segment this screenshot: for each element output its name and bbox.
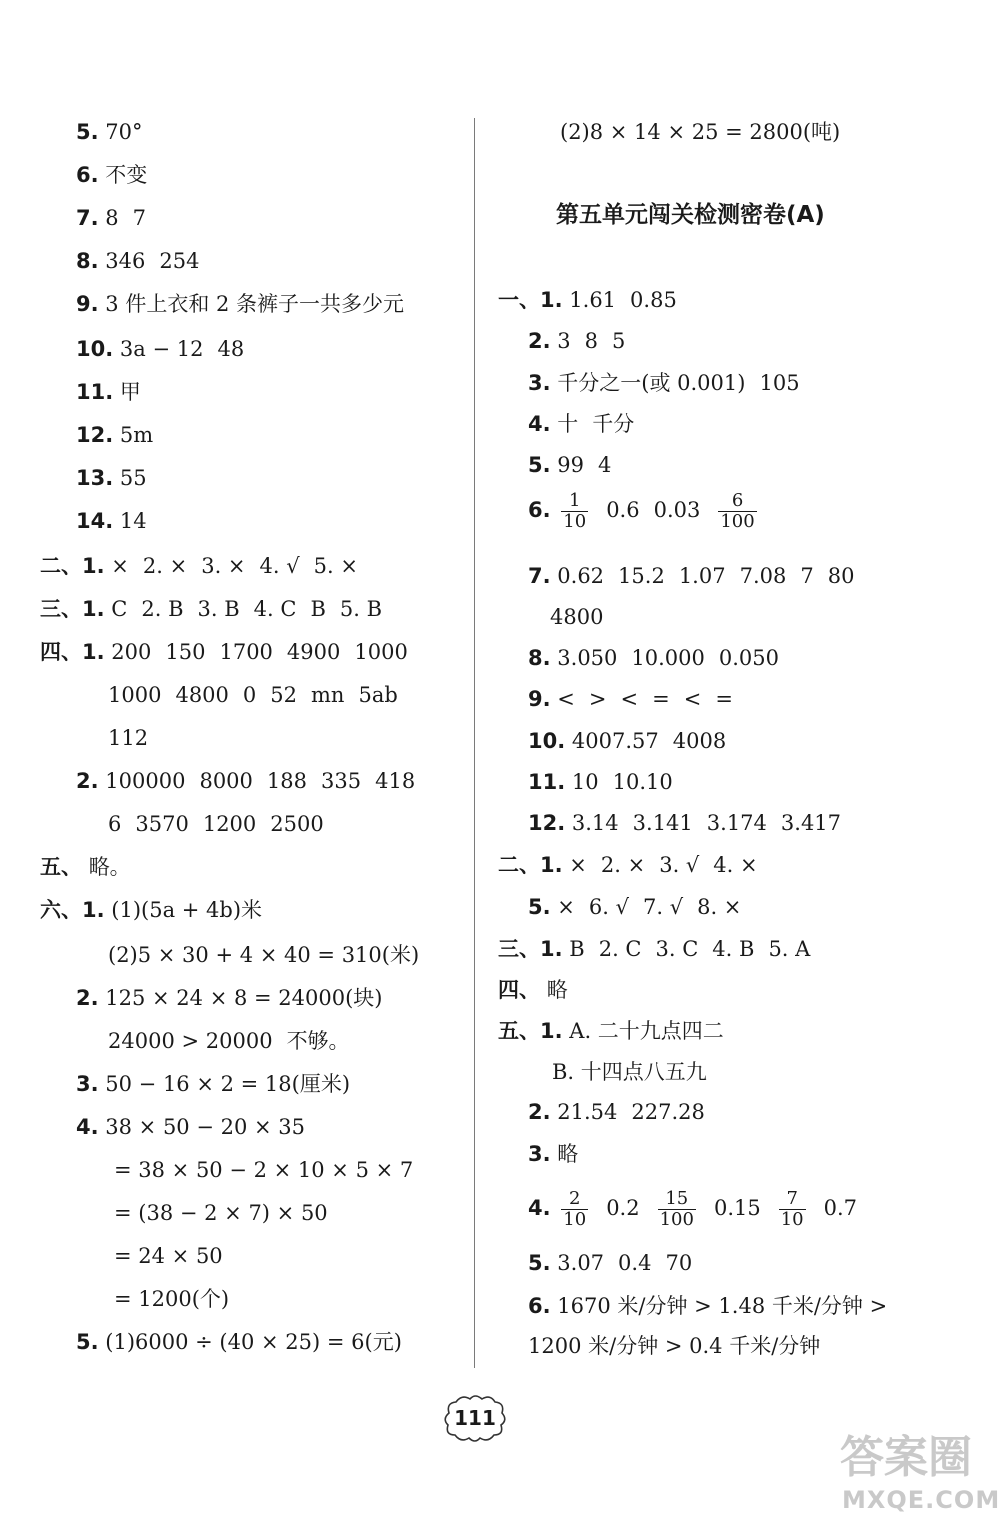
- item-number: 3.: [76, 1072, 99, 1096]
- answer-line: [528, 1332, 820, 1360]
- item-number: 2.: [76, 986, 99, 1010]
- answer-line: [108, 941, 419, 969]
- answer-value: 0.03: [653, 498, 701, 522]
- answer-value: 略: [546, 978, 568, 1002]
- answer-line: [108, 681, 398, 709]
- answer-value: 4. √: [259, 554, 300, 578]
- answer-value: 0.15: [713, 1196, 761, 1220]
- answer-line: [40, 595, 382, 623]
- answer-value: 5. ×: [313, 554, 358, 578]
- fraction-numerator: 2: [561, 1189, 588, 1210]
- answer-line: [108, 1027, 350, 1055]
- answer-line: [76, 767, 415, 795]
- answer-value: 8: [105, 206, 119, 230]
- answer-value: 3.417: [780, 811, 842, 835]
- answer-value: <: [620, 687, 639, 711]
- item-number: 四、1.: [40, 640, 105, 664]
- answer-line: [550, 603, 603, 631]
- answer-value: (1)6000 ÷ (40 × 25) = 6(元): [105, 1330, 402, 1354]
- fraction-denominator: 10: [563, 511, 587, 532]
- answer-value: <: [683, 687, 702, 711]
- item-number: 二、1.: [40, 554, 105, 578]
- answer-value: 3. √: [659, 853, 700, 877]
- answer-value: mn: [311, 683, 345, 707]
- answer-line: [498, 976, 568, 1004]
- item-number: 三、1.: [498, 937, 563, 961]
- answer-value: 3 件上衣和 2 条裤子一共多少元: [105, 292, 405, 316]
- answer-value: ×: [111, 554, 129, 578]
- answer-value: 4: [598, 453, 612, 477]
- answer-line: [76, 378, 141, 406]
- section-title: 第五单元闯关检测密卷(A): [556, 202, 825, 228]
- answer-value: 3.141: [632, 811, 693, 835]
- answer-value: 4. C: [253, 597, 297, 621]
- item-number: 一、1.: [498, 288, 563, 312]
- item-number: 12.: [76, 423, 114, 447]
- answer-value: 千分之一(或 0.001): [557, 371, 746, 395]
- answer-value: >: [588, 687, 607, 711]
- answer-line: [76, 247, 199, 275]
- answer-value: 50 − 16 × 2 = 18(厘米): [105, 1072, 351, 1096]
- answer-value: ×: [569, 853, 587, 877]
- answer-line: [76, 421, 153, 449]
- watermark-sub: MXQE.COM: [842, 1486, 1000, 1514]
- answer-value: 48: [217, 337, 245, 361]
- answer-value: 3: [557, 329, 571, 353]
- answer-value: 125 × 24 × 8 = 24000(块): [105, 986, 383, 1010]
- answer-line: [76, 984, 382, 1012]
- answer-value: 5. A: [768, 937, 811, 961]
- answer-value: 3. C: [655, 937, 699, 961]
- answer-value: 0.7: [823, 1196, 858, 1220]
- answer-line: [114, 1156, 413, 1184]
- answer-value: 70°: [105, 120, 143, 144]
- answer-value: = 24 × 50: [114, 1244, 223, 1268]
- answer-line: [498, 286, 677, 314]
- item-number: 4.: [528, 1196, 551, 1220]
- fraction: [658, 1189, 696, 1230]
- item-number: 10.: [76, 337, 114, 361]
- answer-value: 0.050: [718, 646, 780, 670]
- item-number: 5.: [528, 1251, 551, 1275]
- answer-value: 1.07: [678, 564, 726, 588]
- answer-value: 4008: [672, 729, 727, 753]
- item-number: 3.: [528, 371, 551, 395]
- item-number: 14.: [76, 509, 114, 533]
- answer-line: [528, 893, 741, 921]
- answer-value: 1670 米/分钟 > 1.48 千米/分钟 >: [557, 1294, 888, 1318]
- item-number: 2.: [76, 769, 99, 793]
- answer-value: B: [310, 597, 326, 621]
- answer-value: =: [652, 687, 670, 711]
- answer-line: [552, 1058, 707, 1086]
- answer-value: 15.2: [618, 564, 665, 588]
- answer-value: C: [111, 597, 128, 621]
- answer-value: 200: [111, 640, 152, 664]
- answer-line: [528, 644, 779, 672]
- answer-line: [528, 562, 854, 590]
- answer-line: [498, 851, 758, 879]
- answer-value: 十: [557, 412, 579, 436]
- answer-value: 2. ×: [600, 853, 646, 877]
- answer-value: 不够。: [286, 1029, 350, 1053]
- answer-value: 3.07: [557, 1251, 605, 1275]
- answer-line: [114, 1199, 328, 1227]
- answer-line: [528, 1186, 871, 1230]
- answer-value: 4. ×: [713, 853, 758, 877]
- answer-line: [76, 507, 147, 535]
- answer-value: <: [557, 687, 575, 711]
- answer-value: 7: [132, 206, 147, 230]
- fraction-numerator: 6: [718, 491, 756, 512]
- answer-value: 80: [827, 564, 855, 588]
- item-number: 7.: [528, 564, 551, 588]
- answer-value: 7: [800, 564, 814, 588]
- fraction-denominator: 10: [563, 1209, 587, 1230]
- answer-value: 4800: [175, 683, 229, 707]
- answer-value: 2. C: [598, 937, 642, 961]
- answer-value: 346: [105, 249, 146, 273]
- answer-value: = (38 − 2 × 7) × 50: [114, 1201, 328, 1225]
- answer-value: 2. ×: [142, 554, 188, 578]
- answer-value: 418: [375, 769, 416, 793]
- answer-value: 0.2: [606, 1196, 640, 1220]
- answer-value: (1)(5a + 4b)米: [111, 898, 263, 922]
- item-number: 四、: [498, 978, 540, 1002]
- answer-value: 5ab: [358, 683, 398, 707]
- item-number: 8.: [528, 646, 551, 670]
- answer-value: 5: [612, 329, 626, 353]
- item-number: 5.: [76, 1330, 99, 1354]
- answer-line: [528, 488, 761, 532]
- item-number: 6.: [528, 498, 551, 522]
- item-number: 8.: [76, 249, 99, 273]
- answer-value: 略: [557, 1142, 579, 1166]
- answer-line: [498, 935, 810, 963]
- item-number: 五、1.: [498, 1019, 563, 1043]
- fraction: [561, 1189, 588, 1230]
- answer-value: B: [569, 937, 585, 961]
- answer-line: [76, 1113, 305, 1141]
- answer-line: [76, 204, 146, 232]
- answer-value: 55: [119, 466, 147, 490]
- answer-value: 1200 米/分钟 > 0.4 千米/分钟: [528, 1334, 821, 1358]
- item-number: 9.: [528, 687, 551, 711]
- answer-value: 38 × 50 − 20 × 35: [105, 1115, 306, 1139]
- answer-value: 24000 > 20000: [108, 1029, 273, 1053]
- answer-line: [40, 853, 131, 881]
- answer-value: 甲: [119, 380, 141, 404]
- answer-line: [528, 809, 841, 837]
- answer-line: [76, 290, 404, 318]
- answer-value: = 38 × 50 − 2 × 10 × 5 × 7: [114, 1158, 414, 1182]
- answer-value: 150: [165, 640, 206, 664]
- answer-line: [76, 161, 147, 189]
- item-number: 六、1.: [40, 898, 105, 922]
- answer-line: [40, 638, 408, 666]
- answer-line: [528, 369, 800, 397]
- answer-value: 70: [665, 1251, 693, 1275]
- fraction-numerator: 1: [561, 491, 588, 512]
- answer-value: 10.10: [612, 770, 673, 794]
- answer-value: 1000: [354, 640, 408, 664]
- answer-line: [528, 451, 611, 479]
- answer-value: 1200: [202, 812, 257, 836]
- answer-value: 2. B: [141, 597, 184, 621]
- watermark-logo: [838, 1432, 998, 1520]
- answer-value: 1.61: [569, 288, 617, 312]
- item-number: 5.: [76, 120, 99, 144]
- item-number: 2.: [528, 1100, 551, 1124]
- answer-line: [76, 335, 244, 363]
- answer-value: 8: [584, 329, 599, 353]
- answer-value: 3.050: [557, 646, 618, 670]
- item-number: 13.: [76, 466, 114, 490]
- answer-line: [528, 1249, 692, 1277]
- item-number: 二、1.: [498, 853, 563, 877]
- watermark-main: 答案圈: [840, 1432, 972, 1483]
- answer-line: [528, 1292, 887, 1320]
- answer-value: 4800: [550, 605, 604, 629]
- answer-line: [40, 896, 262, 924]
- answer-line: [108, 810, 324, 838]
- fraction: [561, 491, 588, 532]
- answer-line: [528, 685, 733, 713]
- item-number: 五、: [40, 855, 82, 879]
- answer-line: [76, 1328, 402, 1356]
- item-number: 10.: [528, 729, 566, 753]
- answer-value: A. 二十九点四二: [569, 1019, 724, 1043]
- item-number: 三、1.: [40, 597, 105, 621]
- answer-value: (2)5 × 30 + 4 × 40 = 310(米): [108, 943, 420, 967]
- answer-value: 4007.57: [571, 729, 659, 753]
- answer-line: [114, 1285, 229, 1313]
- answer-value: 5m: [119, 423, 154, 447]
- answer-line: [40, 552, 358, 580]
- answer-value: 不变: [105, 163, 148, 187]
- answer-value: 3a − 12: [119, 337, 204, 361]
- item-number: 5.: [528, 895, 551, 919]
- answer-line: [76, 464, 147, 492]
- answer-value: 3.14: [571, 811, 619, 835]
- answer-value: 3.174: [706, 811, 767, 835]
- answer-value: 7.08: [739, 564, 787, 588]
- answer-value: 5. B: [339, 597, 383, 621]
- fraction-numerator: 7: [779, 1189, 806, 1210]
- answer-value: 4. B: [712, 937, 755, 961]
- fraction-numerator: 15: [658, 1189, 696, 1210]
- answer-value: 0.4: [618, 1251, 652, 1275]
- fraction: [718, 491, 756, 532]
- answer-value: 0.62: [557, 564, 605, 588]
- answer-value: 4900: [286, 640, 341, 664]
- answer-line: [528, 727, 726, 755]
- answer-value: 千分: [592, 412, 635, 436]
- answer-line: [76, 1070, 350, 1098]
- answer-value: 1700: [219, 640, 273, 664]
- answer-line: [114, 1242, 223, 1270]
- answer-value: 99: [557, 453, 585, 477]
- answer-value: =: [715, 687, 733, 711]
- item-number: 7.: [76, 206, 99, 230]
- item-number: 6.: [528, 1294, 551, 1318]
- item-number: 2.: [528, 329, 551, 353]
- column-divider: [474, 118, 475, 1368]
- answer-value: 略。: [88, 855, 131, 879]
- answer-value: 14: [119, 509, 147, 533]
- answer-value: ×: [557, 895, 575, 919]
- answer-value: 0.6: [606, 498, 640, 522]
- answer-value: 52: [270, 683, 298, 707]
- item-number: 5.: [528, 453, 551, 477]
- item-number: 12.: [528, 811, 566, 835]
- fraction: [779, 1189, 806, 1230]
- item-number: 3.: [528, 1142, 551, 1166]
- answer-value: 335: [321, 769, 362, 793]
- answer-value: = 1200(个): [114, 1287, 230, 1311]
- answer-value: 0.85: [630, 288, 677, 312]
- answer-value: B. 十四点八五九: [552, 1060, 707, 1084]
- answer-value: 8000: [199, 769, 253, 793]
- item-number: 4.: [528, 412, 551, 436]
- answer-value: 105: [759, 371, 800, 395]
- answer-line: [528, 768, 673, 796]
- answer-value: 0: [242, 683, 257, 707]
- answer-line: [528, 1140, 578, 1168]
- answer-value: 100000: [105, 769, 186, 793]
- answer-line: [108, 724, 148, 752]
- answer-value: 3. B: [197, 597, 240, 621]
- answer-value: 10: [571, 770, 599, 794]
- answer-value: 3570: [135, 812, 189, 836]
- item-number: 4.: [76, 1115, 99, 1139]
- answer-value: 2500: [270, 812, 324, 836]
- item-number: 11.: [76, 380, 114, 404]
- answer-line: [76, 118, 143, 146]
- answer-value: 8. ×: [697, 895, 742, 919]
- fraction-denominator: 10: [780, 1209, 804, 1230]
- answer-value: 188: [266, 769, 307, 793]
- item-number: 11.: [528, 770, 566, 794]
- right-top-line: (2)8 × 14 × 25 = 2800(吨): [560, 120, 841, 144]
- item-number: 6.: [76, 163, 99, 187]
- answer-value: 6. √: [588, 895, 629, 919]
- answer-line: [528, 1098, 705, 1126]
- fraction-denominator: 100: [720, 511, 755, 532]
- page-number: 111: [454, 1406, 496, 1430]
- answer-value: 21.54: [557, 1100, 618, 1124]
- answer-value: 254: [159, 249, 200, 273]
- answer-line: [528, 410, 634, 438]
- answer-line: [498, 1017, 724, 1045]
- answer-line: [528, 327, 625, 355]
- answer-value: 227.28: [631, 1100, 705, 1124]
- fraction-denominator: 100: [659, 1209, 694, 1230]
- answer-value: 112: [108, 726, 149, 750]
- answer-value: 10.000: [631, 646, 705, 670]
- answer-value: 7. √: [642, 895, 684, 919]
- answer-value: 3. ×: [201, 554, 246, 578]
- answer-value: 1000: [108, 683, 162, 707]
- item-number: 9.: [76, 292, 99, 316]
- answer-value: 6: [108, 812, 122, 836]
